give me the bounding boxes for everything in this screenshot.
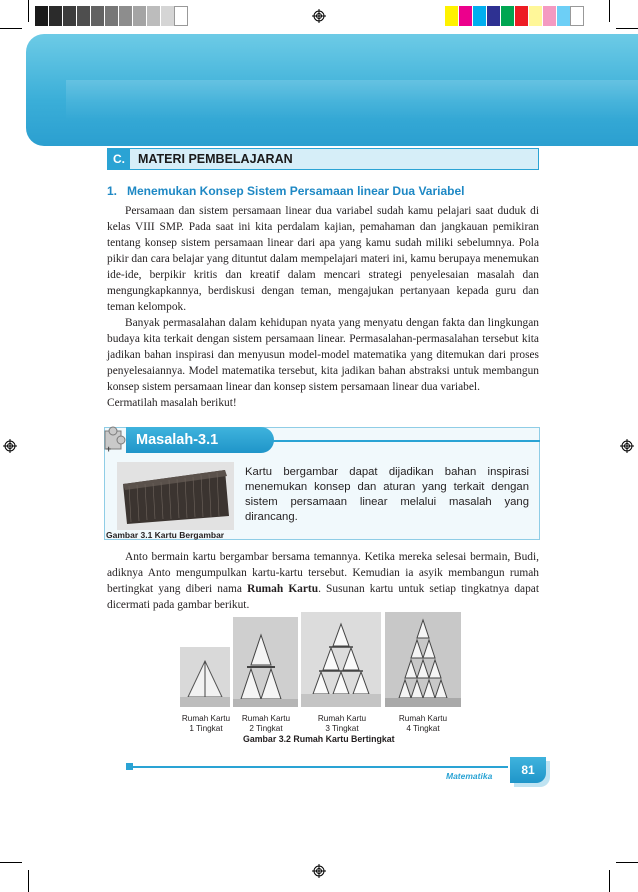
color-swatch bbox=[500, 6, 514, 26]
header-banner bbox=[26, 34, 638, 146]
figure-label-line: 1 Tingkat bbox=[189, 724, 223, 733]
registration-mark-icon bbox=[312, 9, 326, 23]
masalah-divider bbox=[270, 440, 540, 442]
figure-label-line: Rumah Kartu bbox=[181, 714, 231, 723]
gray-swatch bbox=[62, 6, 76, 26]
body-text bbox=[107, 203, 539, 411]
paragraph: Persamaan dan sistem persamaan linear dua variabel sudah kamu pelajari saat duduk di kelas VIII SMP. Pada saat ini kita perdalam kajian, pemahaman dan jangkauan pemikiran tentang konsep sistem persamaan linear dari apa yang kamu sudah miliki sebelumnya. Pola pikir dan cara belajar yang dituntut dalam mempelajari materi ini, kamu berupaya menemukan ide-ide, berpikir kritis dan kreatif dalam mencari strategi penyelesaian masalah dan mengungkapkannya, berdiskusi dengan teman, mengajukan pertanyaan kepada guru dan teman kelompok. bbox=[107, 205, 539, 313]
card-house-photo bbox=[180, 647, 230, 707]
registration-mark-icon bbox=[312, 864, 326, 878]
card-house-photo bbox=[385, 612, 461, 707]
masalah-title-text: Masalah-3.1 bbox=[136, 432, 219, 448]
crop-mark bbox=[0, 862, 22, 863]
crop-mark bbox=[616, 28, 638, 29]
subsection-number: 1. bbox=[107, 184, 118, 198]
color-swatch bbox=[486, 6, 500, 26]
svg-text:+: + bbox=[106, 444, 112, 454]
section-header bbox=[107, 148, 539, 170]
card-house-photo bbox=[301, 612, 381, 707]
banner-highlight bbox=[66, 80, 638, 120]
story-part-2: . Susunan kartu untuk setiap tingkatnya dapat dicermati pada gambar berikut. bbox=[107, 583, 540, 611]
card-stack-photo bbox=[117, 462, 234, 530]
masalah-description: Kartu bergambar dapat dijadikan bahan inspirasi menemukan konsep dan aturan yang terkait dengan sistem persamaan linear melalui masalah yang dirancang. bbox=[245, 466, 529, 523]
color-swatch bbox=[570, 6, 584, 26]
gray-swatch bbox=[160, 6, 174, 26]
figure-label-line: Rumah Kartu bbox=[241, 714, 291, 723]
color-swatch bbox=[514, 6, 528, 26]
crop-mark bbox=[0, 28, 22, 29]
crop-mark bbox=[28, 870, 29, 892]
grayscale-color-bar bbox=[34, 6, 188, 26]
figure-label-line: 2 Tingkat bbox=[249, 724, 283, 733]
paragraph bbox=[107, 549, 539, 613]
crop-mark bbox=[609, 870, 610, 892]
crop-mark bbox=[616, 862, 638, 863]
paragraph: Banyak permasalahan dalam kehidupan nyata yang menyatu dengan fakta dan lingkungan budaya kita terkait dengan sistem persamaan linear. Permasalahan-permasalahan tersebut kita jadikan bahan inspirasi dan menyusun model-model matematika yang ditemukan dari proses penyelesaiannya. Model matematika tersebut, kita jadikan bahan abstraksi untuk membangun konsep sistem persamaan linear dan konsep sistem persamaan linear dua variabel. bbox=[107, 317, 539, 393]
gray-swatch bbox=[174, 6, 188, 26]
figure-label-line: 3 Tingkat bbox=[325, 724, 359, 733]
gray-swatch bbox=[90, 6, 104, 26]
figure-label bbox=[176, 714, 236, 734]
figure-label bbox=[393, 714, 453, 734]
gray-swatch bbox=[104, 6, 118, 26]
gray-swatch bbox=[76, 6, 90, 26]
story-text bbox=[107, 549, 539, 613]
gray-swatch bbox=[118, 6, 132, 26]
figure-label bbox=[236, 714, 296, 734]
section-letter: C. bbox=[108, 149, 130, 169]
story-part-1: Anto bermain kartu bergambar bersama temannya. Ketika mereka selesai bermain, Budi, adiknya Anto mengumpulkan kartu-kartu tersebut. Kemudian ia asyik membangun rumah bertingkat yang diberi nama bbox=[107, 551, 539, 595]
footer-subject: Matematika bbox=[446, 771, 493, 781]
instruction-text: Cermatilah masalah berikut! bbox=[107, 397, 237, 409]
section-title: MATERI PEMBELAJARAN bbox=[138, 152, 293, 166]
footer-marker bbox=[126, 763, 133, 770]
subsection-title: Menemukan Konsep Sistem Persamaan linear Dua Variabel bbox=[127, 184, 465, 198]
figure-label-line: Rumah Kartu bbox=[398, 714, 448, 723]
figure-label bbox=[312, 714, 372, 734]
subsection-heading bbox=[107, 184, 464, 198]
color-swatch bbox=[458, 6, 472, 26]
footer-divider bbox=[128, 766, 508, 768]
crop-mark bbox=[609, 0, 610, 22]
color-swatch bbox=[472, 6, 486, 26]
gray-swatch bbox=[146, 6, 160, 26]
page-number: 81 bbox=[510, 757, 546, 783]
puzzle-piece-icon bbox=[103, 425, 129, 455]
cmyk-color-bar bbox=[444, 6, 584, 26]
gray-swatch bbox=[48, 6, 62, 26]
registration-mark-icon bbox=[3, 439, 17, 453]
story-bold: Rumah Kartu bbox=[247, 583, 319, 595]
gray-swatch bbox=[132, 6, 146, 26]
gray-swatch bbox=[34, 6, 48, 26]
card-house-photo bbox=[233, 617, 298, 707]
color-swatch bbox=[528, 6, 542, 26]
color-swatch bbox=[444, 6, 458, 26]
figure-caption: Gambar 3.1 Kartu Bergambar bbox=[106, 530, 225, 540]
color-swatch bbox=[542, 6, 556, 26]
figure-label-line: 4 Tingkat bbox=[406, 724, 440, 733]
color-swatch bbox=[556, 6, 570, 26]
registration-mark-icon bbox=[620, 439, 634, 453]
masalah-title bbox=[126, 427, 274, 453]
figure-label-line: Rumah Kartu bbox=[317, 714, 367, 723]
crop-mark bbox=[28, 0, 29, 22]
figure-caption: Gambar 3.2 Rumah Kartu Bertingkat bbox=[243, 734, 395, 744]
